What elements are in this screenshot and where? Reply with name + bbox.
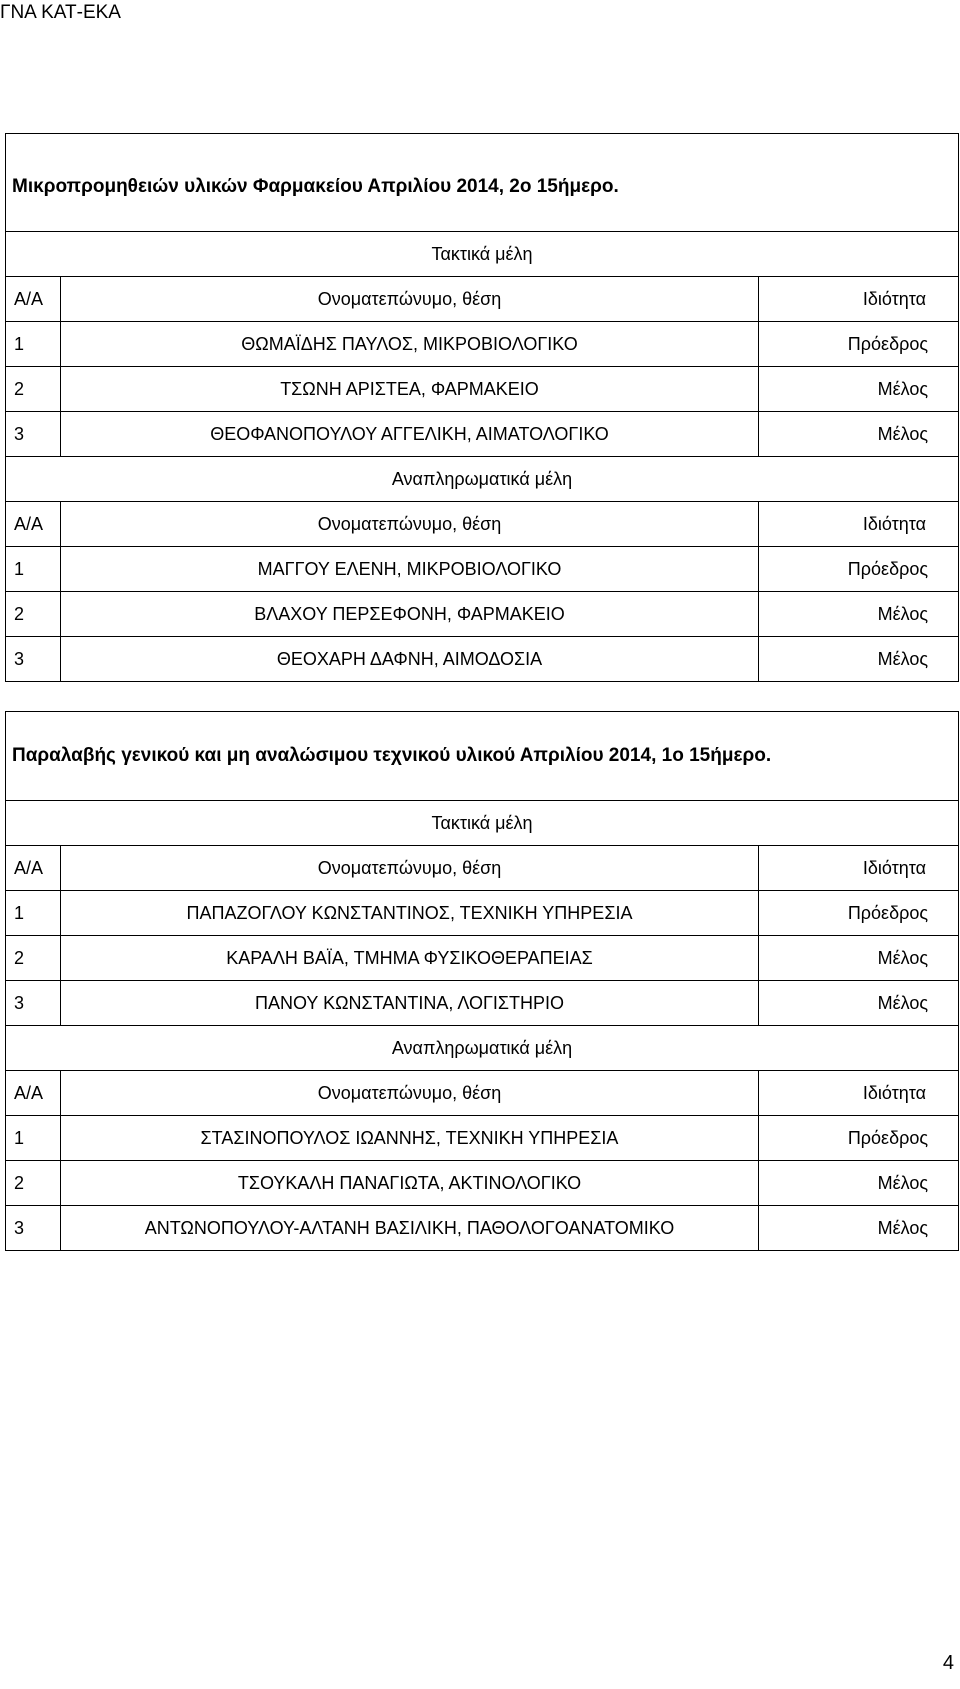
column-header-role: Ιδιότητα bbox=[759, 277, 959, 322]
column-header-role: Ιδιότητα bbox=[759, 502, 959, 547]
group-caption: Αναπληρωματικά μέλη bbox=[6, 1026, 959, 1071]
member-role: Μέλος bbox=[759, 1206, 959, 1251]
member-role: Μέλος bbox=[759, 592, 959, 637]
column-header-name: Ονοματεπώνυμο, θέση bbox=[61, 277, 759, 322]
member-role: Μέλος bbox=[759, 936, 959, 981]
column-header-number: Α/Α bbox=[6, 1071, 61, 1116]
table-row bbox=[6, 592, 959, 637]
group-caption: Τακτικά μέλη bbox=[6, 801, 959, 846]
row-number: 1 bbox=[6, 322, 61, 367]
member-name: ΑΝΤΩΝΟΠΟΥΛΟΥ-ΑΛΤΑΝΗ ΒΑΣΙΛΙΚΗ, ΠΑΘΟΛΟΓΟΑΝΑΤΟΜΙΚΟ bbox=[61, 1206, 759, 1251]
column-header-name: Ονοματεπώνυμο, θέση bbox=[61, 502, 759, 547]
column-header-number: Α/Α bbox=[6, 502, 61, 547]
table-row bbox=[6, 1116, 959, 1161]
table-title: Παραλαβής γενικού και μη αναλώσιμου τεχνικού υλικού Απριλίου 2014, 1ο 15ήμερο. bbox=[6, 712, 959, 801]
member-name: ΣΤΑΣΙΝΟΠΟΥΛΟΣ ΙΩΑΝΝΗΣ, ΤΕΧΝΙΚΗ ΥΠΗΡΕΣΙΑ bbox=[61, 1116, 759, 1161]
member-name: ΒΛΑΧΟΥ ΠΕΡΣΕΦΟΝΗ, ΦΑΡΜΑΚΕΙΟ bbox=[61, 592, 759, 637]
member-name: ΠΑΝΟΥ ΚΩΝΣΤΑΝΤΙΝΑ, ΛΟΓΙΣΤΗΡΙΟ bbox=[61, 981, 759, 1026]
column-header-role: Ιδιότητα bbox=[759, 846, 959, 891]
member-role: Μέλος bbox=[759, 981, 959, 1026]
table-row bbox=[6, 412, 959, 457]
table-title: Μικροπρομηθειών υλικών Φαρμακείου Απριλίου 2014, 2ο 15ήμερο. bbox=[6, 134, 959, 232]
member-name: ΤΣΩΝΗ ΑΡΙΣΤΕΑ, ΦΑΡΜΑΚΕΙΟ bbox=[61, 367, 759, 412]
member-role: Πρόεδρος bbox=[759, 322, 959, 367]
table-header-row bbox=[6, 502, 959, 547]
table-header-row bbox=[6, 846, 959, 891]
member-role: Μέλος bbox=[759, 367, 959, 412]
group-caption-row bbox=[6, 457, 959, 502]
member-name: ΜΑΓΓΟΥ ΕΛΕΝΗ, ΜΙΚΡΟΒΙΟΛΟΓΙΚΟ bbox=[61, 547, 759, 592]
column-header-name: Ονοματεπώνυμο, θέση bbox=[61, 1071, 759, 1116]
table-title-row bbox=[6, 712, 959, 801]
table-header-row bbox=[6, 277, 959, 322]
row-number: 1 bbox=[6, 1116, 61, 1161]
row-number: 1 bbox=[6, 891, 61, 936]
table-title-row bbox=[6, 134, 959, 232]
table-row bbox=[6, 1206, 959, 1251]
column-header-number: Α/Α bbox=[6, 846, 61, 891]
member-name: ΤΣΟΥΚΑΛΗ ΠΑΝΑΓΙΩΤΑ, ΑΚΤΙΝΟΛΟΓΙΚΟ bbox=[61, 1161, 759, 1206]
group-caption-row bbox=[6, 1026, 959, 1071]
row-number: 2 bbox=[6, 1161, 61, 1206]
page-header: ΓΝΑ ΚΑΤ-ΕΚΑ bbox=[0, 2, 121, 23]
member-name: ΘΕΟΦΑΝΟΠΟΥΛΟΥ ΑΓΓΕΛΙΚΗ, ΑΙΜΑΤΟΛΟΓΙΚΟ bbox=[61, 412, 759, 457]
member-role: Μέλος bbox=[759, 637, 959, 682]
row-number: 3 bbox=[6, 412, 61, 457]
group-caption: Τακτικά μέλη bbox=[6, 232, 959, 277]
table-row bbox=[6, 322, 959, 367]
member-role: Πρόεδρος bbox=[759, 891, 959, 936]
row-number: 1 bbox=[6, 547, 61, 592]
table-row bbox=[6, 891, 959, 936]
member-name: ΠΑΠΑΖΟΓΛΟΥ ΚΩΝΣΤΑΝΤΙΝΟΣ, ΤΕΧΝΙΚΗ ΥΠΗΡΕΣΙΑ bbox=[61, 891, 759, 936]
row-number: 3 bbox=[6, 981, 61, 1026]
table-row bbox=[6, 637, 959, 682]
group-caption-row bbox=[6, 801, 959, 846]
row-number: 2 bbox=[6, 367, 61, 412]
member-role: Πρόεδρος bbox=[759, 1116, 959, 1161]
member-role: Μέλος bbox=[759, 1161, 959, 1206]
table-row bbox=[6, 981, 959, 1026]
table-row bbox=[6, 936, 959, 981]
column-header-number: Α/Α bbox=[6, 277, 61, 322]
member-role: Μέλος bbox=[759, 412, 959, 457]
table-row bbox=[6, 367, 959, 412]
table-header-row bbox=[6, 1071, 959, 1116]
column-header-name: Ονοματεπώνυμο, θέση bbox=[61, 846, 759, 891]
column-header-role: Ιδιότητα bbox=[759, 1071, 959, 1116]
committee-table-technical bbox=[5, 711, 959, 1251]
row-number: 2 bbox=[6, 592, 61, 637]
row-number: 3 bbox=[6, 637, 61, 682]
member-name: ΚΑΡΑΛΗ ΒΑΪΑ, ΤΜΗΜΑ ΦΥΣΙΚΟΘΕΡΑΠΕΙΑΣ bbox=[61, 936, 759, 981]
group-caption-row bbox=[6, 232, 959, 277]
member-name: ΘΕΟΧΑΡΗ ΔΑΦΝΗ, ΑΙΜΟΔΟΣΙΑ bbox=[61, 637, 759, 682]
table-row bbox=[6, 547, 959, 592]
table-row bbox=[6, 1161, 959, 1206]
committee-table-pharmacy bbox=[5, 133, 959, 682]
member-name: ΘΩΜΑΪΔΗΣ ΠΑΥΛΟΣ, ΜΙΚΡΟΒΙΟΛΟΓΙΚΟ bbox=[61, 322, 759, 367]
row-number: 2 bbox=[6, 936, 61, 981]
page-number: 4 bbox=[942, 1652, 954, 1674]
member-role: Πρόεδρος bbox=[759, 547, 959, 592]
group-caption: Αναπληρωματικά μέλη bbox=[6, 457, 959, 502]
row-number: 3 bbox=[6, 1206, 61, 1251]
